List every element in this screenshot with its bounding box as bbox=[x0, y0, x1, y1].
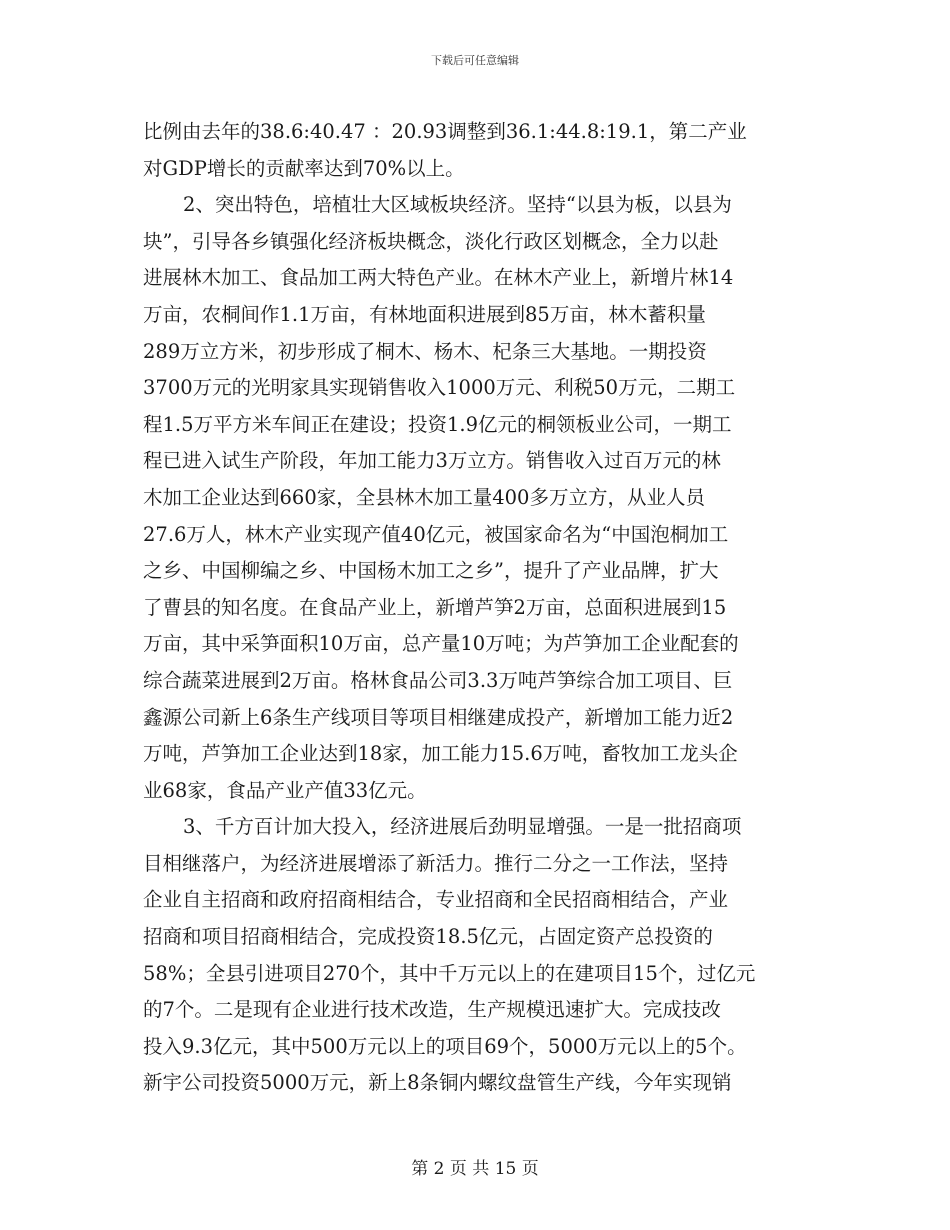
text-line: 鑫源公司新上6条生产线项目等项目相继建成投产，新增加工能力近2 bbox=[143, 705, 734, 729]
document-body bbox=[143, 114, 813, 1102]
text-line: 业68家，食品产业产值33亿元。 bbox=[143, 778, 427, 802]
text-line: 万亩，农桐间作1.1万亩，有林地面积进展到85万亩，林木蓄积量 bbox=[143, 302, 706, 326]
text-line: 综合蔬菜进展到2万亩。格林食品公司3.3万吨芦笋综合加工项目、巨 bbox=[143, 668, 733, 692]
text-line: 了曹县的知名度。在食品产业上，新增芦笋2万亩，总面积进展到15 bbox=[143, 595, 727, 619]
text-line: 的7个。二是现有企业进行技术改造，生产规模迅速扩大。完成技改 bbox=[143, 998, 721, 1022]
text-line: 程1.5万平方米车间正在建设；投资1.9亿元的桐领板业公司，一期工 bbox=[143, 412, 732, 436]
text-line: 万吨，芦笋加工企业达到18家，加工能力15.6万吨，畜牧加工龙头企 bbox=[143, 742, 738, 766]
text-line: 之乡、中国柳编之乡、中国杨木加工之乡”，提升了产业品牌，扩大 bbox=[143, 559, 719, 583]
text-line: 289万立方米，初步形成了桐木、杨木、杞条三大基地。一期投资 bbox=[143, 339, 707, 363]
text-line: 投入9.3亿元，其中500万元以上的项目69个，5000万元以上的5个。 bbox=[143, 1034, 747, 1058]
text-line: 3700万元的光明家具实现销售收入1000万元、利税50万元，二期工 bbox=[143, 376, 736, 400]
text-line: 比例由去年的38.6:40.47 ：20.93调整到36.1:44.8:19.1，第二产业 bbox=[143, 120, 747, 143]
text-line: 对GDP增长的贡献率达到70%以上。 bbox=[143, 156, 465, 180]
text-line: 进展林木加工、食品加工两大特色产业。在林木产业上，新增片林14 bbox=[143, 266, 734, 290]
text-line: 27.6万人，林木产业实现产值40亿元，被国家命名为“中国泡桐加工 bbox=[143, 522, 729, 546]
text-line: 万亩，其中采笋面积10万亩，总产量10万吨；为芦笋加工企业配套的 bbox=[143, 632, 739, 656]
page-footer: 第 2 页 共 15 页 bbox=[411, 1159, 539, 1179]
paragraph-start-line: 3、千方百计加大投入，经济进展后劲明显增强。一是一批招商项 bbox=[183, 815, 742, 839]
text-line: 企业自主招商和政府招商相结合，专业招商和全民招商相结合，产业 bbox=[143, 888, 729, 912]
paragraph-start-line: 2、突出特色，培植壮大区域板块经济。坚持“以县为板，以县为 bbox=[183, 193, 732, 217]
page-header: 下载后可任意编辑 bbox=[431, 54, 519, 67]
text-line: 木加工企业达到660家，全县林木加工量400多万立方，从业人员 bbox=[143, 485, 705, 509]
text-line: 新宇公司投资5000万元，新上8条铜内螺纹盘管生产线，今年实现销 bbox=[143, 1071, 732, 1095]
text-line: 程已进入试生产阶段，年加工能力3万立方。销售收入过百万元的林 bbox=[143, 449, 721, 473]
text-line: 目相继落户，为经济进展增添了新活力。推行二分之一工作法，坚持 bbox=[143, 851, 729, 875]
text-line: 块”，引导各乡镇强化经济板块概念，淡化行政区划概念，全力以赴 bbox=[143, 229, 719, 253]
text-line: 招商和项目招商相结合，完成投资18.5亿元，占固定资产总投资的 bbox=[143, 925, 713, 949]
text-line: 58%；全县引进项目270个，其中千万元以上的在建项目15个，过亿元 bbox=[143, 961, 756, 985]
